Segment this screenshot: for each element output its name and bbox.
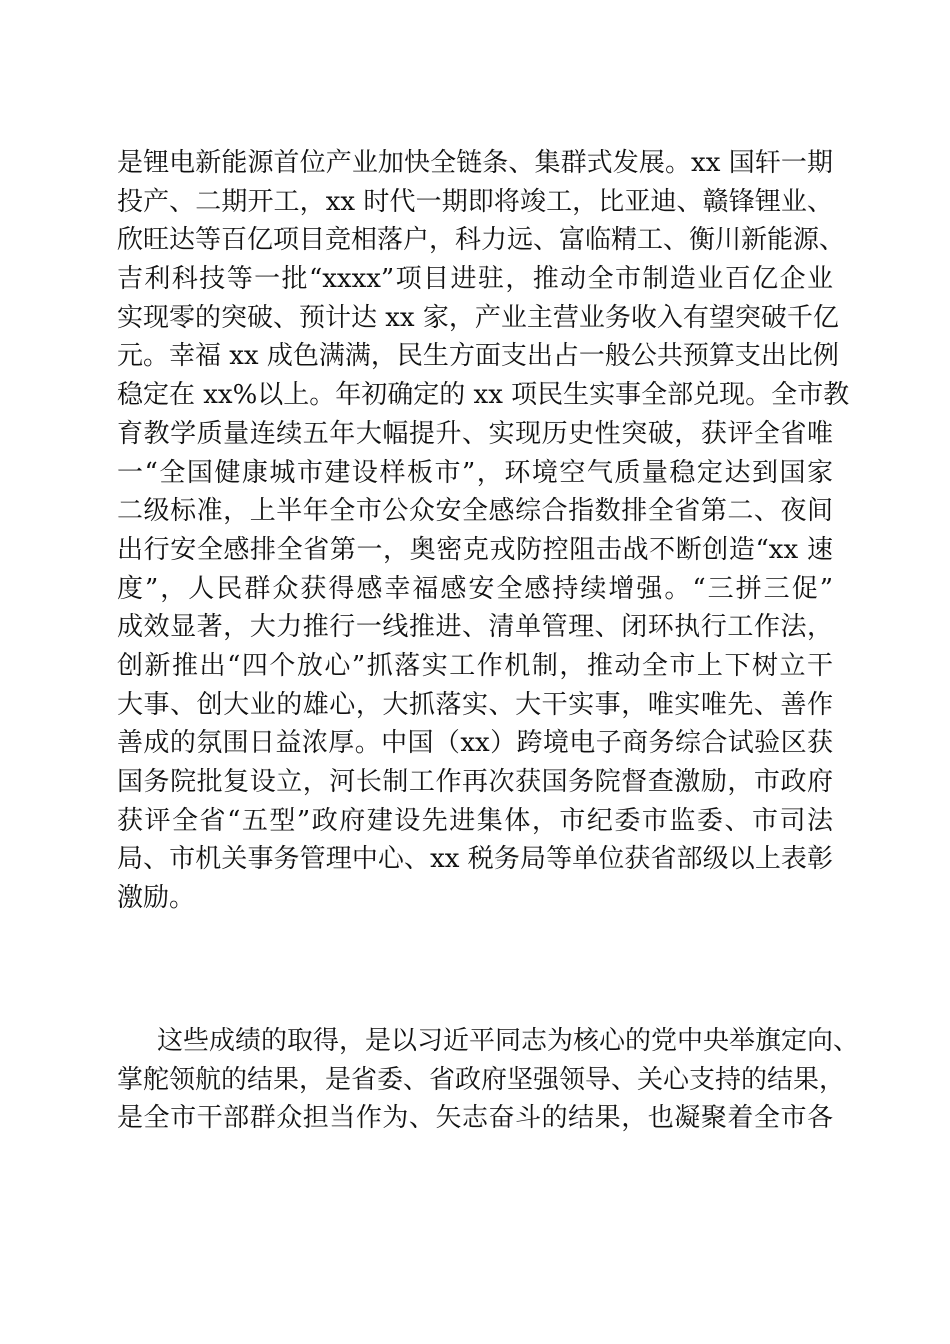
- paragraph-line: 度”，人民群众获得感幸福感安全感持续增强。“三拼三促”: [117, 573, 833, 604]
- paragraph-line: 欣旺达等百亿项目竞相落户，科力远、富临精工、衡川新能源、: [117, 225, 846, 256]
- paragraph-line: 创新推出“四个放心”抓落实工作机制，推动全市上下树立干: [117, 650, 833, 681]
- paragraph-line: 吉利科技等一批“xxxx”项目进驻，推动全市制造业百亿企业: [117, 264, 833, 295]
- paragraph-line: 投产、二期开工，xx 时代一期即将竣工，比亚迪、赣锋锂业、: [117, 186, 833, 217]
- paragraph-line: 激励。: [117, 883, 196, 914]
- paragraph-line: 实现零的突破、预计达 xx 家，产业主营业务收入有望突破千亿: [117, 302, 839, 333]
- paragraph-line: 是锂电新能源首位产业加快全链条、集群式发展。xx 国轩一期: [117, 148, 833, 178]
- paragraph-achievements: [117, 144, 850, 918]
- paragraph-line: 这些成绩的取得，是以习近平同志为核心的党中央举旗定向、: [157, 1026, 860, 1056]
- paragraph-line: 稳定在 xx%以上。年初确定的 xx 项民生实事全部兑现。全市教: [117, 380, 850, 411]
- paragraph-line: 国务院批复设立，河长制工作再次获国务院督查激励，市政府: [117, 767, 833, 797]
- paragraph-line: 获评全省“五型”政府建设先进集体，市纪委市监委、市司法: [117, 805, 833, 836]
- paragraph-line: 掌舵领航的结果，是省委、省政府坚强领导、关心支持的结果，: [117, 1064, 846, 1095]
- paragraph-line: 一“全国健康城市建设样板市”，环境空气质量稳定达到国家: [117, 457, 833, 488]
- paragraph-line: 善成的氛围日益浓厚。中国（xx）跨境电子商务综合试验区获: [117, 728, 833, 759]
- paragraph-line: 大事、创大业的雄心，大抓落实、大干实事，唯实唯先、善作: [117, 689, 833, 720]
- paragraph-line: 二级标准，上半年全市公众安全感综合指数排全省第二、夜间: [117, 496, 833, 527]
- paragraph-line: 元。幸福 xx 成色满满，民生方面支出占一般公共预算支出比例: [117, 341, 839, 372]
- paragraph-line: 育教学质量连续五年大幅提升、实现历史性突破，获评全省唯: [117, 418, 833, 449]
- paragraph-line: 局、市机关事务管理中心、xx 税务局等单位获省部级以上表彰: [117, 844, 833, 875]
- paragraph-acknowledgement: [117, 1022, 860, 1138]
- paragraph-line: 出行安全感排全省第一，奥密克戎防控阻击战不断创造“xx 速: [117, 534, 833, 565]
- paragraph-line: 是全市干部群众担当作为、矢志奋斗的结果，也凝聚着全市各: [117, 1103, 833, 1134]
- paragraph-line: 成效显著，大力推行一线推进、清单管理、闭环执行工作法，: [117, 612, 833, 643]
